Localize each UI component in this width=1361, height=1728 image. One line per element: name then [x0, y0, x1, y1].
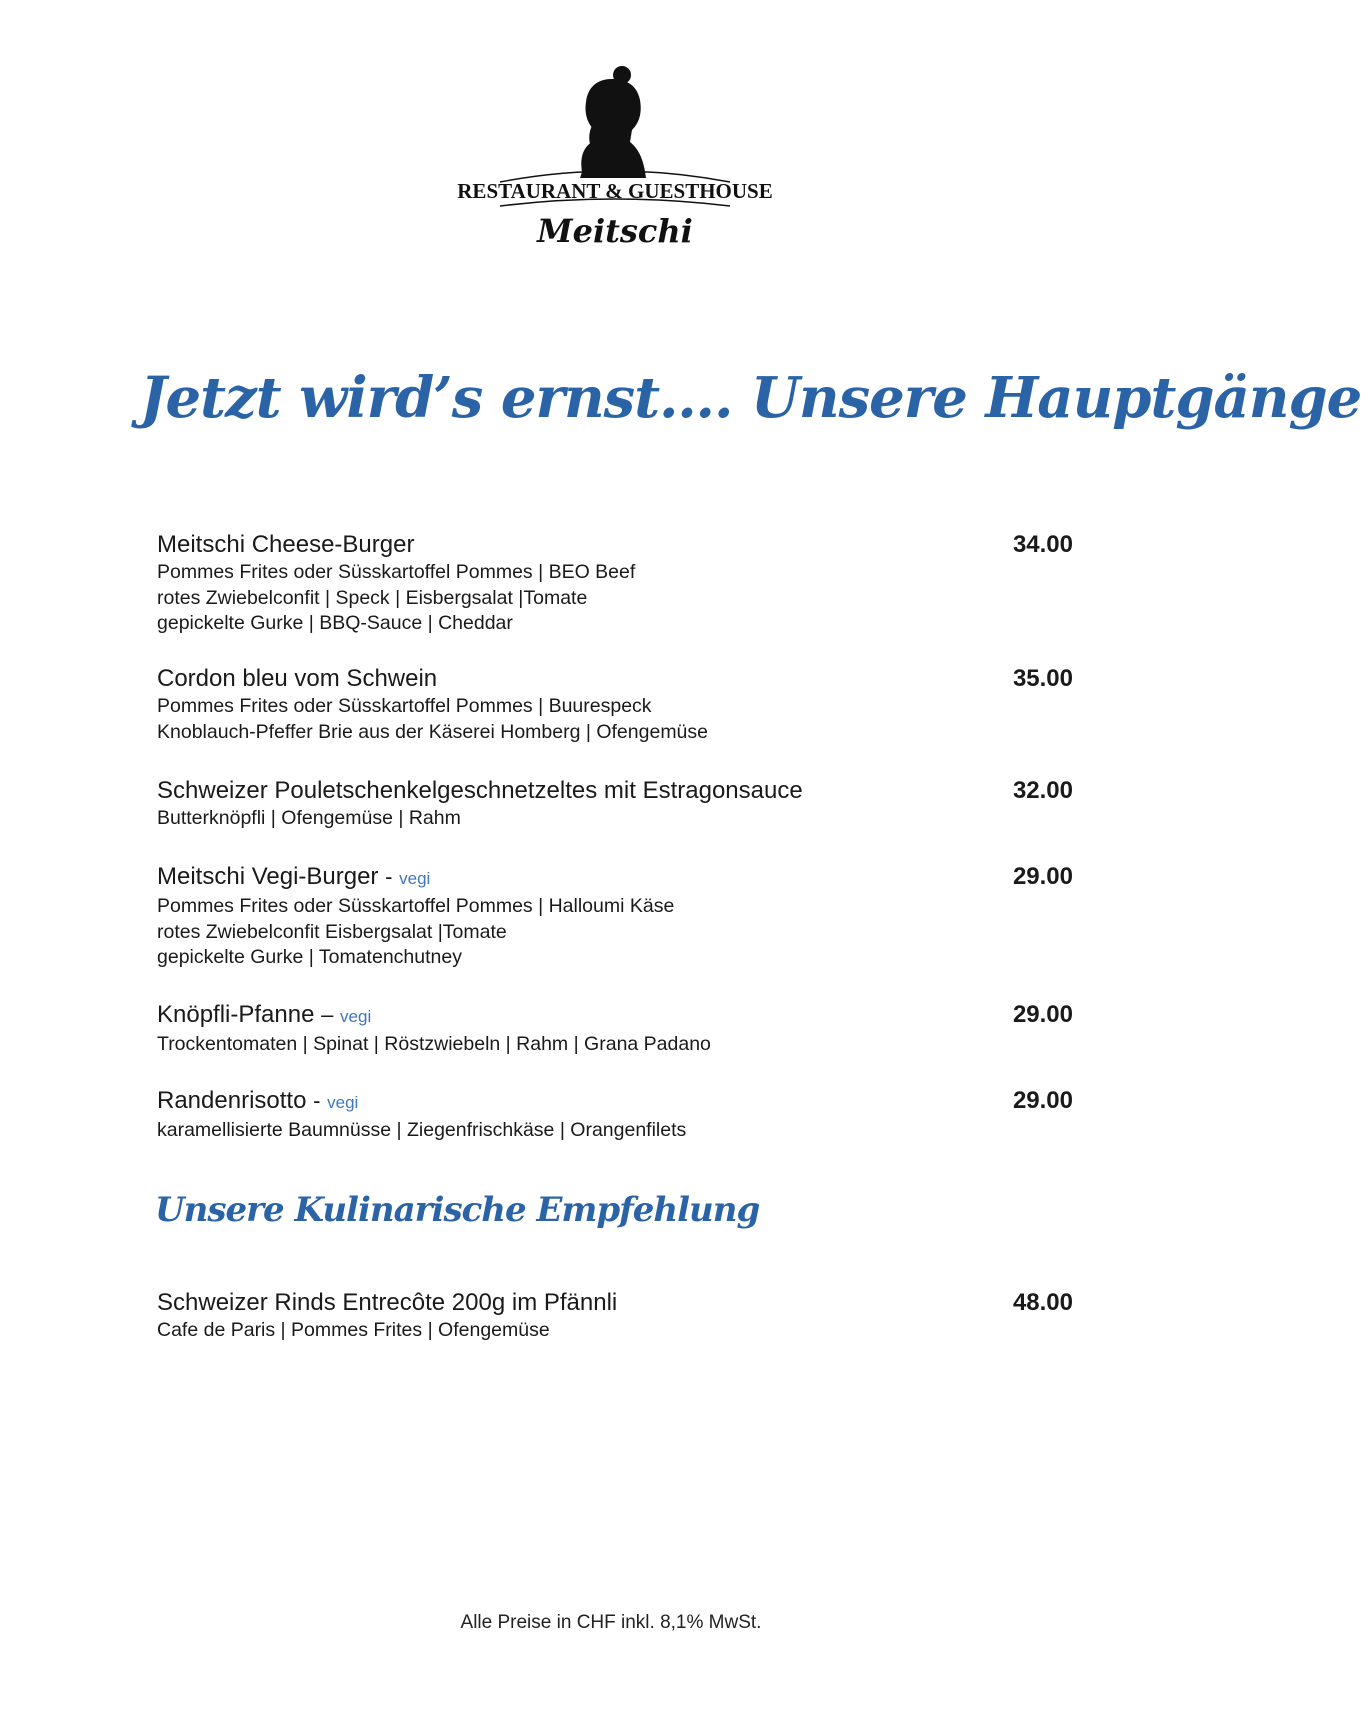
menu-item-price: 35.00: [1012, 665, 1073, 692]
menu-item-title: [157, 776, 1073, 806]
menu-item-name: Cordon bleu vom Schwein: [157, 665, 438, 692]
menu-item-name: Meitschi Cheese-Burger: [157, 531, 415, 558]
recommendation-heading: Unsere Kulinarische Empfehlung: [155, 1190, 760, 1230]
menu-item: [157, 664, 1073, 745]
menu-item: [157, 1086, 1073, 1144]
vegi-tag: vegi: [327, 1093, 359, 1112]
menu-item-separator: –: [321, 1002, 334, 1027]
menu-item-description: gepickelte Gurke | BBQ-Sauce | Cheddar: [157, 612, 513, 634]
menu-item-description: gepickelte Gurke | Tomatenchutney: [157, 946, 462, 968]
menu-headline: Jetzt wird’s ernst…. Unsere Hauptgänge: [140, 365, 1361, 431]
menu-item-name: Meitschi Vegi-Burger: [157, 863, 379, 890]
vegi-tag: vegi: [399, 869, 431, 888]
menu-item-description: Pommes Frites oder Süsskartoffel Pommes | Halloumi Käse: [157, 895, 675, 917]
menu-item-description: Pommes Frites oder Süsskartoffel Pommes | Buurespeck: [157, 695, 652, 717]
logo-graphic: [457, 60, 773, 260]
menu-item-name: Schweizer Rinds Entrecôte 200g im Pfännli: [157, 1289, 618, 1316]
menu-item-title: [157, 862, 1073, 894]
menu-item-description: rotes Zwiebelconfit | Speck | Eisbergsalat |Tomate: [157, 586, 588, 609]
menu-item-description: karamellisierte Baumnüsse | Ziegenfrischkäse | Orangenfilets: [157, 1119, 687, 1141]
restaurant-logo: [457, 60, 773, 260]
menu-item-description: Pommes Frites oder Süsskartoffel Pommes | BEO Beef: [157, 561, 636, 583]
menu-item-price: 29.00: [1012, 863, 1073, 890]
menu-item: [157, 1000, 1073, 1058]
menu-item: [157, 530, 1073, 637]
logo-line2: Meitschi: [537, 212, 693, 250]
menu-item-price: 29.00: [1012, 1087, 1073, 1114]
menu-item-description: rotes Zwiebelconfit Eisbergsalat |Tomate: [157, 920, 507, 943]
menu-item: [157, 1288, 1073, 1344]
menu-item-name: Schweizer Pouletschenkelgeschnetzeltes mit Estragonsauce: [157, 777, 803, 804]
menu-item-name: Randenrisotto: [157, 1087, 307, 1114]
menu-item-name: Knöpfli-Pfanne: [157, 1001, 315, 1028]
menu-item-description: Cafe de Paris | Pommes Frites | Ofengemüse: [157, 1319, 550, 1341]
price-footnote: Alle Preise in CHF inkl. 8,1% MwSt.: [460, 1612, 762, 1633]
menu-item-title: [157, 1000, 1073, 1032]
menu-item-description: Trockentomaten | Spinat | Röstzwiebeln | Rahm | Grana Padano: [157, 1033, 711, 1055]
menu-item-title: [157, 1288, 1073, 1318]
menu-item-price: 32.00: [1012, 777, 1073, 804]
woman-silhouette-icon: [580, 66, 646, 178]
menu-item-description: Knoblauch-Pfeffer Brie aus der Käserei Homberg | Ofengemüse: [157, 720, 708, 743]
menu-item-separator: -: [385, 864, 393, 889]
menu-item: [157, 862, 1073, 971]
menu-item-description: Butterknöpfli | Ofengemüse | Rahm: [157, 807, 461, 829]
menu-item-price: 34.00: [1012, 531, 1073, 558]
vegi-tag: vegi: [340, 1007, 372, 1026]
menu-item-separator: -: [313, 1088, 321, 1113]
logo-line1: RESTAURANT & GUESTHOUSE: [457, 179, 773, 203]
menu-item-title: [157, 530, 1073, 560]
menu-item-title: [157, 1086, 1073, 1118]
menu-item-price: 48.00: [1012, 1289, 1073, 1316]
menu-item-title: [157, 664, 1073, 694]
menu-item-price: 29.00: [1012, 1001, 1073, 1028]
menu-item: [157, 776, 1073, 832]
